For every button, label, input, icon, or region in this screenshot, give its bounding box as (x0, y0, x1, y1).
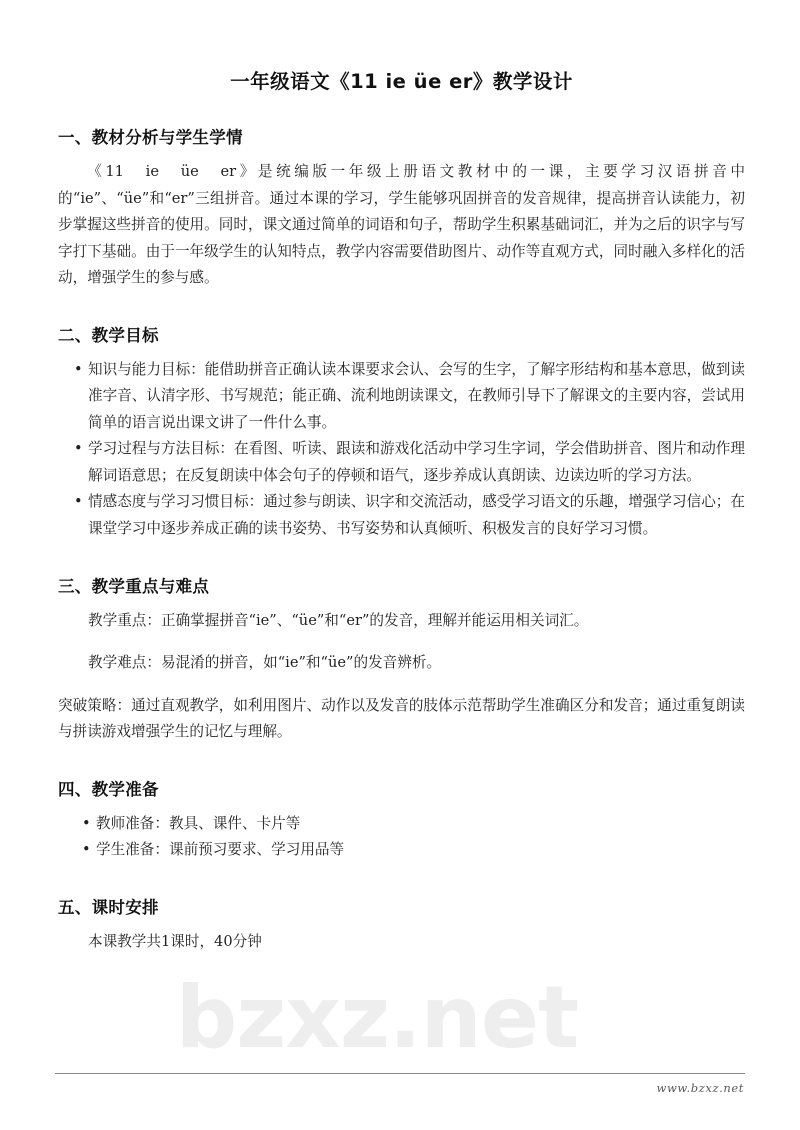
list-item-text: 情感态度与学习习惯目标：通过参与朗读、识字和交流活动，感受学习语文的乐趣，增强学习信心；在课堂学习中逐步养成正确的读书姿势、书写姿势和认真倾听、积极发言的良好学习习惯。 (88, 493, 745, 538)
section-heading-3: 三、教学重点与难点 (58, 576, 210, 596)
section-heading-4: 四、教学准备 (58, 779, 159, 799)
breakthrough-strategy: 突破策略：通过直观教学，如利用图片、动作以及发音的肢体示范帮助学生准确区分和发音；通过重复朗读与拼读游戏增强学生的记忆与理解。 (58, 696, 745, 741)
bullet-icon: • (82, 841, 91, 859)
page-title: 一年级语文《11 ie üe er》教学设计 (230, 70, 573, 93)
footer-divider (55, 1073, 745, 1074)
list-item (58, 357, 745, 437)
bullet-icon: • (74, 493, 83, 511)
section-heading-1: 一、教材分析与学生学情 (58, 128, 243, 147)
bullet-icon: • (82, 814, 91, 832)
teaching-key-point: 教学重点：正确掌握拼音“ie”、“üe”和“er”的发音，理解并能运用相关词汇。 (88, 611, 589, 629)
list-item-text: 知识与能力目标：能借助拼音正确认读本课要求会认、会写的生字，了解字形结构和基本意思，做到读准字音、认清字形、书写规范；能正确、流利地朗读课文，在教师引导下了解课文的主要内容，尝试用简单的语言说出课文讲了一件什么事。 (88, 360, 745, 431)
list-item-text: 教师准备：教具、课件、卡片等 (96, 814, 301, 832)
section-1-body: 《11 ie üe er》是统编版一年级上册语文教材中的一课，主要学习汉语拼音中的“ie”、“üe”和“er”三组拼音。通过本课的学习，学生能够巩固拼音的发音规律，提高拼音认读能力，初步掌握这些拼音的使用。同时，课文通过简单的词语和句子，帮助学生积累基础词汇，并为之后的识字与写字打下基础。由于一年级学生的认知特点，教学内容需要借助图片、动作等直观方式，同时融入多样化的活动，增强学生的参与感。 (58, 163, 745, 287)
list-item (58, 837, 745, 864)
bullet-icon: • (74, 360, 83, 378)
list-item (58, 436, 745, 489)
teaching-objectives-list (58, 357, 745, 543)
section-heading-5: 五、课时安排 (58, 897, 159, 917)
bullet-icon: • (74, 440, 83, 458)
teaching-difficulty: 教学难点：易混淆的拼音，如“ie”和“üe”的发音辨析。 (88, 654, 442, 672)
list-item (58, 811, 745, 838)
list-item (58, 489, 745, 542)
section-5-body: 本课教学共1课时，40分钟 (88, 932, 262, 950)
list-item-text: 学生准备：课前预习要求、学习用品等 (96, 841, 345, 859)
site-watermark: bzxz.net (175, 968, 579, 1068)
section-heading-2: 二、教学目标 (58, 325, 159, 345)
footer-url: www.bzxz.net (656, 1081, 744, 1095)
teaching-preparation-list (58, 811, 745, 864)
list-item-text: 学习过程与方法目标：在看图、听读、跟读和游戏化活动中学习生字词，学会借助拼音、图片和动作理解词语意思；在反复朗读中体会句子的停顿和语气，逐步养成认真朗读、边读边听的学习方法。 (88, 440, 745, 484)
